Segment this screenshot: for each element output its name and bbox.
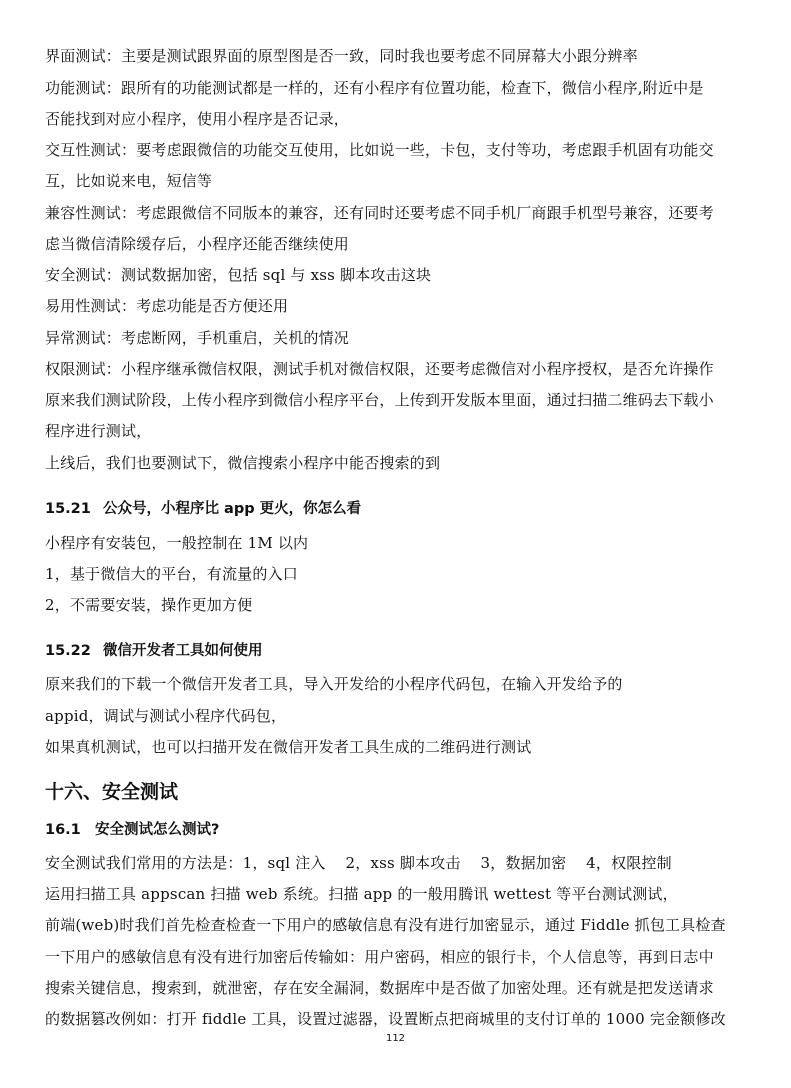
text-line: 程序进行测试，: [45, 422, 152, 440]
text-line: 权限测试：小程序继承微信权限，测试手机对微信权限，还要考虑微信对小程序授权，是否允许操作: [45, 360, 714, 378]
section-number: 15.22: [45, 643, 91, 659]
section-heading-15-21: [45, 497, 361, 518]
text-line: 安全测试：测试数据加密，包括 sql 与 xss 脚本攻击这块: [45, 266, 432, 284]
text-line: 上线后，我们也要测试下，微信搜索小程序中能否搜索的到: [45, 454, 441, 472]
text-line: 2，不需要安装，操作更加方便: [45, 596, 253, 614]
section-heading-15-22: [45, 639, 263, 660]
text-line: 原来我们测试阶段，上传小程序到微信小程序平台，上传到开发版本里面，通过扫描二维码去下载小: [45, 391, 714, 409]
text-line: 异常测试：考虑断网，手机重启，关机的情况: [45, 329, 350, 347]
section-number: 16.1: [45, 822, 81, 838]
section-title: 公众号，小程序比 app 更火，你怎么看: [103, 501, 362, 517]
text-line: 小程序有安装包，一般控制在 1M 以内: [45, 534, 309, 552]
text-line: 安全测试我们常用的方法是：1，sql 注入 2，xss 脚本攻击 3，数据加密 4，权限控制: [45, 854, 672, 872]
text-line: 易用性测试：考虑功能是否方便还用: [45, 297, 289, 315]
text-line: 兼容性测试：考虑跟微信不同版本的兼容，还有同时还要考虑不同手机厂商跟手机型号兼容，还要考: [45, 204, 714, 222]
text-line: appid，调试与测试小程序代码包，: [45, 707, 287, 725]
section-title: 安全测试怎么测试?: [95, 822, 220, 838]
text-line: 搜索关键信息，搜索到，就泄密，存在安全漏洞，数据库中是否做了加密处理。还有就是把发送请求: [45, 979, 714, 997]
text-line: 1，基于微信大的平台，有流量的入口: [45, 565, 298, 583]
text-line: 的数据篡改例如：打开 fiddle 工具，设置过滤器，设置断点把商城里的支付订单的 1000 完金额修改: [45, 1010, 726, 1028]
text-line: 运用扫描工具 appscan 扫描 web 系统。扫描 app 的一般用腾讯 wettest 等平台测试测试，: [45, 885, 678, 903]
chapter-heading-16: 十六、安全测试: [45, 781, 179, 803]
text-line: 一下用户的感敏信息有没有进行加密后传输如：用户密码，相应的银行卡，个人信息等，再到日志中: [45, 948, 714, 966]
section-heading-16-1: [45, 818, 219, 839]
text-line: 原来我们的下载一个微信开发者工具，导入开发给的小程序代码包，在输入开发给予的: [45, 675, 623, 693]
text-line: 功能测试：跟所有的功能测试都是一样的，还有小程序有位置功能，检查下，微信小程序,附近中是: [45, 79, 704, 97]
text-line: 互，比如说来电，短信等: [45, 172, 213, 190]
page-number: 112: [385, 1033, 406, 1044]
text-line: 如果真机测试，也可以扫描开发在微信开发者工具生成的二维码进行测试: [45, 738, 532, 756]
text-line: 前端(web)时我们首先检查检查一下用户的感敏信息有没有进行加密显示，通过 Fiddle 抓包工具检查: [45, 916, 726, 934]
text-line: 虑当微信清除缓存后，小程序还能否继续使用: [45, 235, 350, 253]
section-number: 15.21: [45, 501, 91, 517]
text-line: 否能找到对应小程序，使用小程序是否记录，: [45, 110, 350, 128]
text-line: 交互性测试：要考虑跟微信的功能交互使用，比如说一些，卡包，支付等功，考虑跟手机固有功能交: [45, 141, 714, 159]
text-line: 界面测试：主要是测试跟界面的原型图是否一致，同时我也要考虑不同屏幕大小跟分辨率: [45, 47, 638, 65]
section-title: 微信开发者工具如何使用: [103, 643, 263, 659]
